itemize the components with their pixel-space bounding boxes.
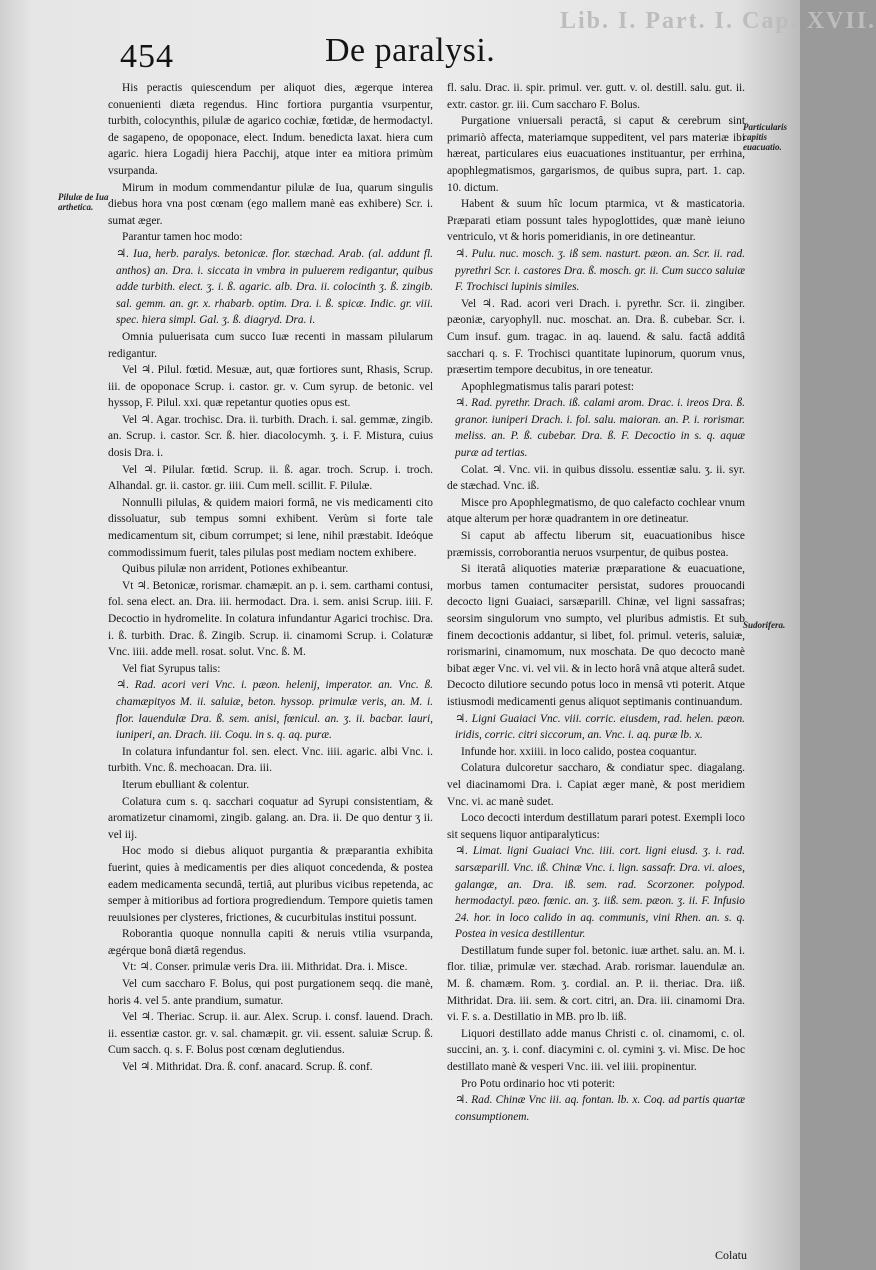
paragraph: Vel ♃. Agar. trochisc. Dra. ii. turbith. Drach. i. sal. gemmæ, zingib. an. Scrup. i. castor. Scr. ß. hier. diacolocymh. ʒ. i. F. Mistura, cuius dosis Dra. i. xyxy=(108,413,433,460)
paragraph: Apophlegmatismus talis parari potest: xyxy=(461,380,635,393)
paragraph: fl. salu. Drac. ii. spir. primul. ver. gutt. v. ol. destill. salu. gut. ii. extr. castor. gr. iii. Cum saccharo F. Bolus. xyxy=(447,82,745,111)
paragraph: Si caput ab affectu liberum sit, euacuationibus hisce præmissis, corroborantia neruos vsurpentur, de quibus postea. xyxy=(447,530,745,559)
paragraph: Vel ♃. Pilular. fœtid. Scrup. ii. ß. agar. troch. Scrup. i. troch. Alhandal. gr. ii. castor. gr. iiii. Cum mell. scillit. F. Pilulæ. xyxy=(108,463,433,493)
paragraph: Vt: ♃. Conser. primulæ veris Dra. iii. Mithridat. Dra. i. Misce. xyxy=(122,961,408,974)
paragraph: Loco decocti interdum destillatum parari potest. Exempli loco sit sequens liquor antiparalyticus: xyxy=(447,812,745,841)
paragraph: Destillatum funde super fol. betonic. iuæ arthet. salu. an. M. i. flor. tiliæ, primulæ ver. stæchad. Arab. rorismar. lauendulæ an. M. ß. chamæm. Rom. ʒ. cordial. an. P. ii. theriac. Dra. iiß. Mithridat. Dra. iii. sem. & cort. citri, an. Dra. iii. cinamomi Dra. vi. F. s. a. Destillatio in MB. pro lb. iiß. xyxy=(447,944,745,1024)
paragraph: Pro Potu ordinario hoc vti poterit: xyxy=(461,1077,616,1090)
paragraph: ♃. Ligni Guaiaci Vnc. viii. corric. eiusdem, rad. helen. pæon. iridis, corric. citri siccorum, an. Vnc. i. aq. puræ lb. x. xyxy=(455,712,745,742)
paragraph: Hoc modo si diebus aliquot purgantia & præparantia exhibita fuerint, quies à medicamentis per dies aliquot concedenda, & postea eadem medicamenta secundâ, tertiâ, aut pluribus vicibus repetenda, ac semper à mitioribus ad fortiora progrediendum. Tempore quietis tamen reuulsiones per clysteres, frictiones, & cucurbitulas institui possunt. xyxy=(108,845,433,924)
paragraph: ♃. Rad. acori veri Vnc. i. pæon. helenij, imperator. an. Vnc. ß. chamæpityos M. ii. saluiæ, beton. hyssop. primulæ veris, an. M. i. flor. lauendulæ Dra. ß. sem. anisi, fœnicul. an. ʒ. ii. bacbar. lauri, iuniperi, an. Drach. iii. Coqu. in s. q. aq. puræ. xyxy=(116,679,433,742)
paragraph: ♃. Pulu. nuc. mosch. ʒ. iß sem. nasturt. pæon. an. Scr. ii. rad. pyrethri Scr. i. castores Dra. ß. mosch. gr. ii. Cum succo saluiæ F. Trochisci lupinis similes. xyxy=(455,247,745,294)
paragraph: Vel ♃. Rad. acori veri Drach. i. pyrethr. Scr. ii. zingiber. pæoniæ, caryophyll. nuc. moschat. an. Dra. ß. cubebar. Scr. i. Cum insuf. gum. tragac. in aq. lauend. & salu. factâ additâ sacchari q. s. F. Trochisci quantitate lupinorum, quorum vnus, præsertim tempore decubitus, in ore teneatur. xyxy=(447,297,745,377)
paragraph: ♃. Limat. ligni Guaiaci Vnc. iiii. cort. ligni eiusd. ʒ. i. rad. sarsæparill. Vnc. iß. Chinæ Vnc. i. lign. sassafr. Dra. vi. aloes, galangæ, an. Dra. iß. sem. rad. Scorzoner. polypod. hermodactyl. pæo. fœnic. an. ʒ. iiß. sem. pæon. ʒ. ii. F. Infusio 24. hor. in loco calido in aq. communis, vini Rhen. an. s. q. Postea in vesica destillentur. xyxy=(455,845,745,941)
paragraph: ♃. Rad. Chinæ Vnc iii. aq. fontan. lb. x. Coq. ad partis quartæ consumptionem. xyxy=(455,1094,745,1123)
paragraph: Colatura dulcoretur saccharo, & condiatur spec. diagalang. vel diacinamomi Dra. i. Capiat æger manè, & post meridiem Vnc. vi. ac manè sudet. xyxy=(447,762,745,808)
paragraph: Vt ♃. Betonicæ, rorismar. chamæpit. an p. i. sem. carthami contusi, fol. sena elect. an. Dra. iii. hermodact. Dra. i. sem. anisi Scrup. iiii. F. Decoctio in hydromelite. In colatura infundantur Agarici trochisc. Dra. i. ß. turbith. Drac. ß. Zingib. Scrup. ii. cinamomi Scrup. i. Colaturæ Vnc. iiii. adde mell. rosat. solut. Vnc. ß. M. xyxy=(108,579,433,659)
margin-note-pilulae: Pilulæ de Iua arthetica. xyxy=(58,192,109,212)
paragraph: Vel ♃. Theriac. Scrup. ii. aur. Alex. Scrup. i. consf. lauend. Drach. ii. essentiæ castor. gr. v. sal. chamæpit. gr. vii. essent. saluiæ Scrup. ß. Cum sacch. q. s. F. Bolus post cœnam deglutiendus. xyxy=(108,1011,433,1057)
paragraph: Purgatione vniuersali peractâ, si caput & cerebrum sint primariò affecta, materiamque suppeditent, vel pars materiæ ibi hæreat, particulares eius euacuationes instituantur, per errhina, apophlegmatismos, gargarismos, de quibus supra, part. 1. cap. 10. dictum. xyxy=(447,115,745,194)
paragraph: Mirum in modum commendantur pilulæ de Iua, quarum singulis diebus hora vna post cœnam (ego mallem manè eas exhibere) Scr. i. sumat æger. xyxy=(108,181,433,227)
margin-note-particularis: Particularis capitis euacuatio. xyxy=(743,122,788,152)
paragraph: His peractis quiescendum per aliquot dies, ægerque interea conuenienti diæta regendus. Hinc fortiora purgantia vsurpentur, turbith, colocynthis, pilulæ de agarico cochiæ, fœtidæ, de hermodactyl. de sagapeno, de opoponace, elect. Indum. benedicta laxat. hiera cum agaric. hiera Logadij hiera Pacchij, atque inter ea mitiora primùm vsurpanda. xyxy=(108,82,433,177)
paragraph: Vel fiat Syrupus talis: xyxy=(122,662,221,675)
paragraph: Vel ♃. Mithridat. Dra. ß. conf. anacard. Scrup. ß. conf. xyxy=(122,1061,373,1074)
page-title: De paralysi. xyxy=(325,32,496,69)
paragraph: Roborantia quoque nonnulla capiti & neruis vtilia vsurpanda, ægérque bonâ diætâ regendus. xyxy=(108,928,433,957)
catchword: Colatu xyxy=(715,1248,747,1262)
paragraph: ♃. Rad. pyrethr. Drach. iß. calami arom. Drac. i. ireos Dra. ß. granor. iuniperi Drach. i. fol. salu. maioran. an. P. i. rorismar. meliss. an. P. ß. cubebar. Dra. ß. F. Decoctio in s. q. aquæ puræ ad tertias. xyxy=(455,397,745,460)
paragraph: Si iteratâ aliquoties materiæ præparatione & euacuatione, morbus tamen contumaciter persistat, sudores prouocandi decocto ligni Guaiaci, sarsæparill. Chinæ, vel ligni sassafras; seorsim singulorum vno sumpto, vel pluribus admistis. Et sub finem decoctionis addantur, si libet, fol. primul. veteris, saluiæ, rorismarini, cinamomum, nux moschata. De quo decocto manè bibat æger Vnc. vi. vel vii. & in lecto horâ vnâ atque alterâ sudet. Decocto dilutiore secundo potus loco in mensâ vti poterit. Atque istiusmodi medicamenti genus aliquot septimanis continuandum. xyxy=(447,563,745,708)
paragraph: Habent & suum hîc locum ptarmica, vt & masticatoria. Præparati etiam possunt tales hypoglottides, quæ manè ieiuno ventriculo, vt & horis pomeridianis, in ore detineantur. xyxy=(447,198,745,244)
paragraph: Nonnulli pilulas, & quidem maiori formâ, ne vis medicamenti cito dissoluatur, sub tempus somni exhibent. Verùm si forte tale medicamentum sit, cibum corrumpet; si lene, nihil præstabit. Ideóque commodissimum fuerit, tales pilulas post mediam noctem exhibere. xyxy=(108,496,433,559)
paragraph: Misce pro Apophlegmatismo, de quo calefacto cochlear vnum atque alterum per horæ quadrantem in ore detineatur. xyxy=(447,496,745,526)
paragraph: Liquori destillato adde manus Christi c. ol. cinamomi, c. ol. succini, an. ʒ. i. conf. diacymini c. ol. cymini ʒ. vi. Misc. De hoc destillato manè & vesperi Vnc. iii. vel iiii. propinentur. xyxy=(447,1027,745,1074)
paragraph: Colat. ♃. Vnc. vii. in quibus dissolu. essentiæ salu. ʒ. ii. syr. de stæchad. Vnc. iß. xyxy=(447,463,745,493)
paragraph: Omnia puluerisata cum succo Iuæ recenti in massam pilularum redigantur. xyxy=(108,330,433,360)
show-through-text: Lib. I. Part. I. Cap. XVII. xyxy=(560,8,876,34)
right-column xyxy=(447,80,745,1260)
paragraph: Colatura cum s. q. sacchari coquatur ad Syrupi consistentiam, & aromatizetur cinamomi, zingib. galang. an. Dra. ii. De quo dentur ʒ ii. vel iij. xyxy=(108,795,433,841)
paragraph: ♃. Iua, herb. paralys. betonicæ. flor. stæchad. Arab. (al. addunt fl. anthos) an. Dra. i. siccata in vmbra in puluerem redigantur, quibus adde turbith. elect. ʒ. i. ß. agaric. alb. Dra. ii. colocinth ʒ. ß. zingib. sal. gemm. an. gr. x. rhabarb. optim. Dra. i. ß. spicæ. Indic. gr. viii. spec. hiera simpl. Gal. ʒ. ß. diagryd. Dra. i. xyxy=(116,247,433,327)
margin-note-sudorifera: Sudorifera. xyxy=(743,620,786,630)
paragraph: Iterum ebulliant & colentur. xyxy=(122,778,250,791)
paragraph: Vel cum saccharo F. Bolus, qui post purgationem seqq. die manè, horis 4. vel 5. ante prandium, sumatur. xyxy=(108,978,433,1007)
paragraph: Parantur tamen hoc modo: xyxy=(122,231,243,244)
page-number: 454 xyxy=(120,38,174,75)
paragraph: Vel ♃. Pilul. fœtid. Mesuæ, aut, quæ fortiores sunt, Rhasis, Scrup. iii. de opoponace Scrup. i. castor. gr. v. Cum syrup. de betonic. vel hyssop, F. Pilul. xxi. quæ repetantur quoties opus est. xyxy=(108,364,433,410)
left-column xyxy=(108,80,433,1260)
paragraph: In colatura infundantur fol. sen. elect. Vnc. iiii. agaric. albi Vnc. i. turbith. Vnc. ß. mechoacan. Dra. iii. xyxy=(108,745,433,775)
paragraph: Infunde hor. xxiiii. in loco calido, postea coquantur. xyxy=(461,745,697,758)
paragraph: Quibus pilulæ non arrident, Potiones exhibeantur. xyxy=(122,563,349,576)
